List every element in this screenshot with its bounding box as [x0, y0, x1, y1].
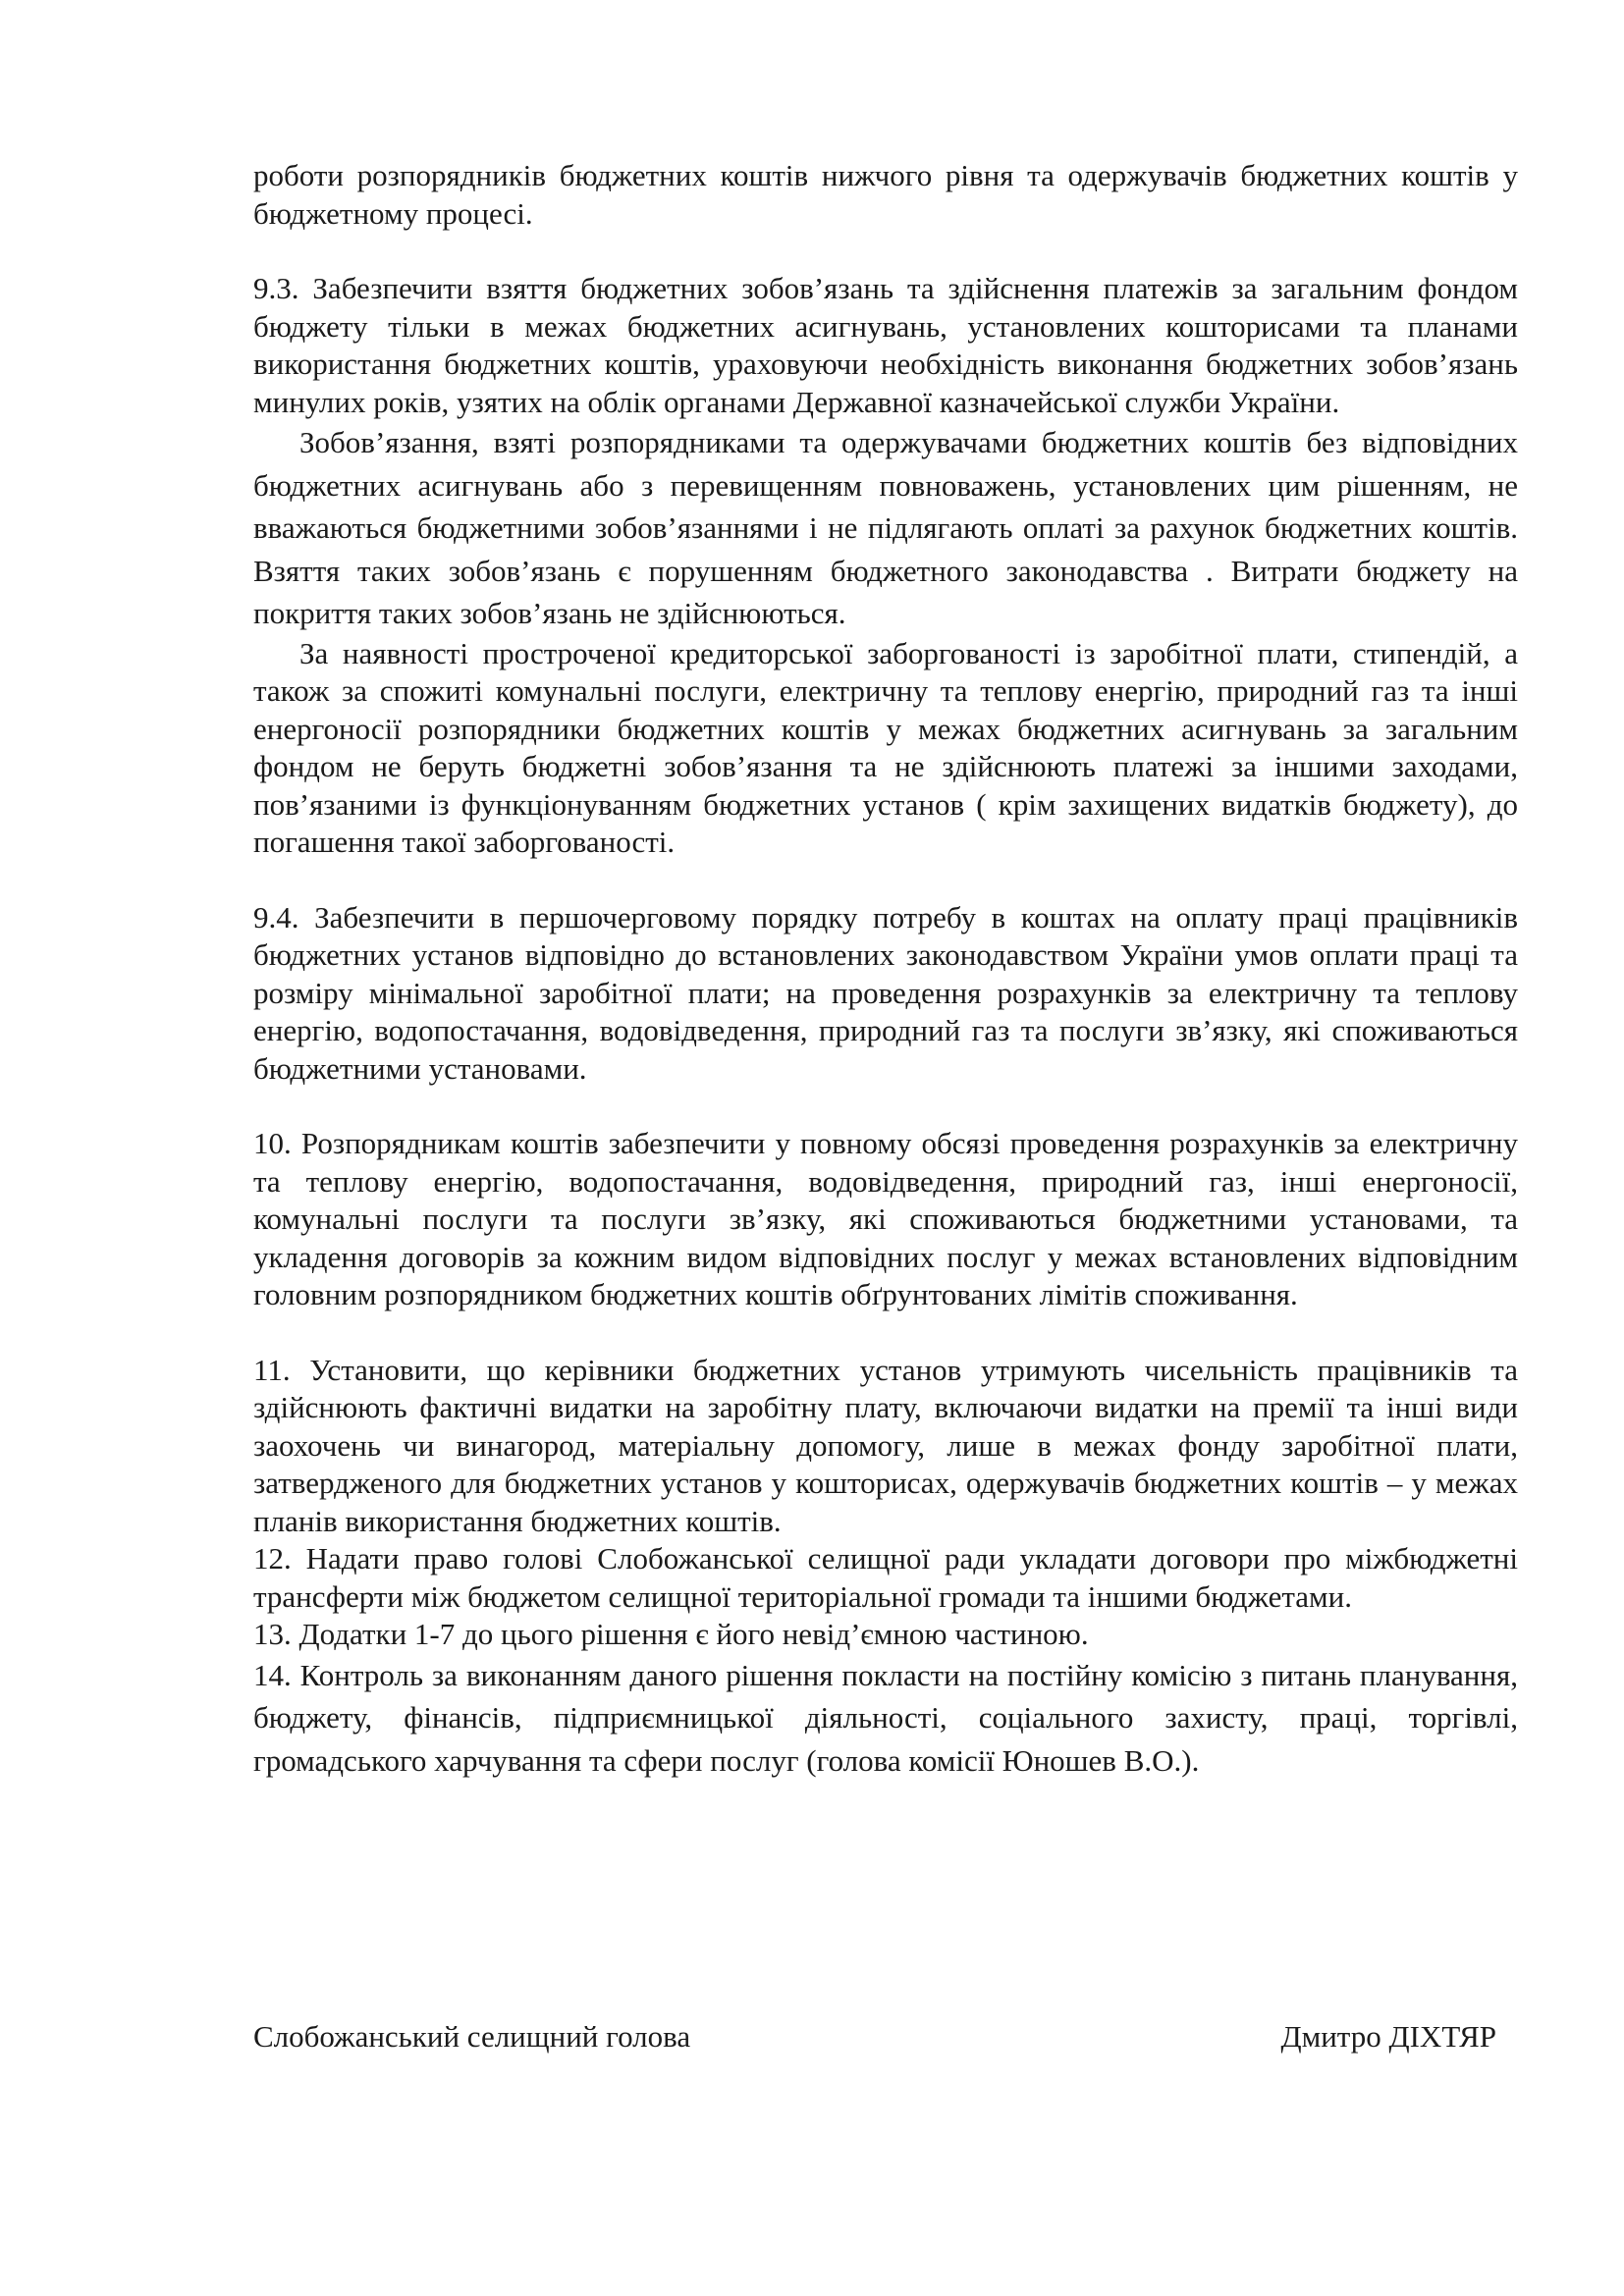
paragraph-11: 11. Установити, що керівники бюджетних установ утримують чисельність працівників та здійснюють фактичні видатки на заробітну плату, включаючи видатки на премії та інші види заохочень чи винагород, матеріальну допомогу, лише в межах фонду заробітної плати, затвердженого для бюджетних установ у кошторисах, одержувачів бюджетних коштів – у межах планів використання бюджетних коштів. [253, 1352, 1518, 1538]
signature-block [253, 2018, 1518, 2056]
paragraph-9-3: 9.3. Забезпечити взяття бюджетних зобов’язань та здійснення платежів за загальним фондом бюджету тільки в межах бюджетних асигнувань, установлених кошторисами та планами використання бюджетних коштів, ураховуючи необхідність виконання бюджетних зобов’язань минулих років, узятих на облік органами Державної казначейської служби України. [253, 271, 1518, 419]
paragraph-arrears: За наявності простроченої кредиторської заборгованості із заробітної плати, стипендій, а також за спожиті комунальні послуги, електричну та теплову енергію, природний газ та інші енергоносії розпорядники бюджетних коштів у межах бюджетних асигнувань за загальним фондом не беруть бюджетні зобов’язання та не здійснюють платежі за іншими заходами, пов’язаними із функціонуванням бюджетних установ ( крім захищених видатків бюджету), до погашення такої заборгованості. [253, 635, 1518, 859]
paragraph-9-4: 9.4. Забезпечити в першочерговому порядку потребу в коштах на оплату праці працівників бюджетних установ відповідно до встановлених законодавством України умов оплати праці та розміру мінімальної заробітної плати; на проведення розрахунків за електричну та теплову енергію, водопостачання, водовідведення, природний газ та послуги зв’язку, які споживаються бюджетними установами. [253, 899, 1518, 1086]
document-body [253, 157, 1518, 1782]
paragraph-10: 10. Розпорядникам коштів забезпечити у повному обсязі проведення розрахунків за електричну та теплову енергію, водопостачання, водовідведення, природний газ, інші енергоносії, комунальні послуги та послуги зв’язку, які споживаються бюджетними установами, та укладення договорів за кожним видом відповідних послуг у межах встановлених відповідним головним розпорядником бюджетних коштів обґрунтованих лімітів споживання. [253, 1126, 1518, 1311]
paragraph-14: 14. Контроль за виконанням даного рішення покласти на постійну комісію з питань планування, бюджету, фінансів, підприємницької діяльності, соціального захисту, праці, торгівлі, громадського харчування та сфери послуг (голова комісії Юношев В.О.). [253, 1657, 1518, 1778]
signature-name: Дмитро ДІХТЯР [1280, 2019, 1496, 2054]
signature-position: Слобожанський селищний голова [253, 2019, 691, 2054]
paragraph-12: 12. Надати право голові Слобожанської селищної ради укладати договори про міжбюджетні трансферти між бюджетом селищної територіальної громади та іншими бюджетами. [253, 1541, 1518, 1614]
paragraph-obligations: Зобов’язання, взяті розпорядниками та одержувачами бюджетних коштів без відповідних бюджетних асигнувань або з перевищенням повноважень, установлених цим рішенням, не вважаються бюджетними зобов’язаннями і не підлягають оплаті за рахунок бюджетних коштів. Взяття таких зобов’язань є порушенням бюджетного законодавства . Витрати бюджету на покриття таких зобов’язань не здійснюються. [253, 425, 1518, 630]
paragraph-13: 13. Додатки 1-7 до цього рішення є його невід’ємною частиною. [253, 1617, 1089, 1651]
paragraph-continuation: роботи розпорядників бюджетних коштів нижчого рівня та одержувачів бюджетних коштів у бюджетному процесі. [253, 158, 1518, 231]
